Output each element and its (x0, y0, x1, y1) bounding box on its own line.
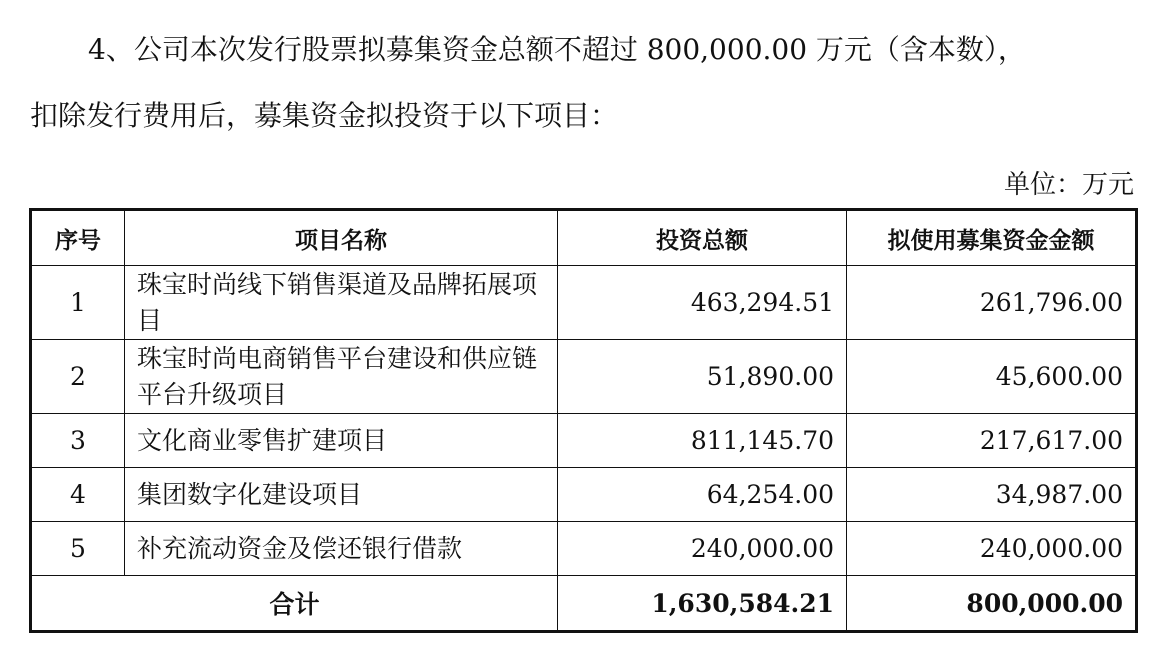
table-total-row (31, 576, 1137, 632)
intro-line-2: 扣除发行费用后，募集资金拟投资于以下项目： (30, 99, 619, 132)
row-project-name: 集团数字化建设项目 (125, 468, 558, 522)
total-investment: 1,630,584.21 (558, 576, 847, 632)
table-row (31, 266, 1137, 340)
row-project-name: 珠宝时尚电商销售平台建设和供应链平台升级项目 (125, 340, 558, 414)
row-raised-funds: 240,000.00 (847, 522, 1137, 576)
row-index: 3 (31, 414, 125, 468)
header-total-investment: 投资总额 (558, 210, 847, 266)
unit-label: 单位：万元 (1003, 170, 1134, 200)
table-header-row (31, 210, 1137, 266)
row-index: 5 (31, 522, 125, 576)
table-row (31, 522, 1137, 576)
row-raised-funds: 217,617.00 (847, 414, 1137, 468)
row-project-name: 补充流动资金及偿还银行借款 (125, 522, 558, 576)
header-raised-funds: 拟使用募集资金金额 (847, 210, 1137, 266)
header-project-name: 项目名称 (125, 210, 558, 266)
row-raised-funds: 34,987.00 (847, 468, 1137, 522)
row-project-name: 文化商业零售扩建项目 (125, 414, 558, 468)
row-index: 1 (31, 266, 125, 340)
row-total-investment: 463,294.51 (558, 266, 847, 340)
fund-usage-table (29, 208, 1138, 633)
row-total-investment: 811,145.70 (558, 414, 847, 468)
total-raised-funds: 800,000.00 (847, 576, 1137, 632)
row-index: 4 (31, 468, 125, 522)
header-index: 序号 (31, 210, 125, 266)
intro-line-1: 4、公司本次发行股票拟募集资金总额不超过 800,000.00 万元（含本数）， (88, 33, 1026, 66)
row-total-investment: 240,000.00 (558, 522, 847, 576)
row-total-investment: 64,254.00 (558, 468, 847, 522)
total-label: 合计 (31, 576, 558, 632)
table-row (31, 414, 1137, 468)
row-index: 2 (31, 340, 125, 414)
row-project-name: 珠宝时尚线下销售渠道及品牌拓展项目 (125, 266, 558, 340)
row-raised-funds: 45,600.00 (847, 340, 1137, 414)
row-raised-funds: 261,796.00 (847, 266, 1137, 340)
row-total-investment: 51,890.00 (558, 340, 847, 414)
table-row (31, 468, 1137, 522)
table-row (31, 340, 1137, 414)
